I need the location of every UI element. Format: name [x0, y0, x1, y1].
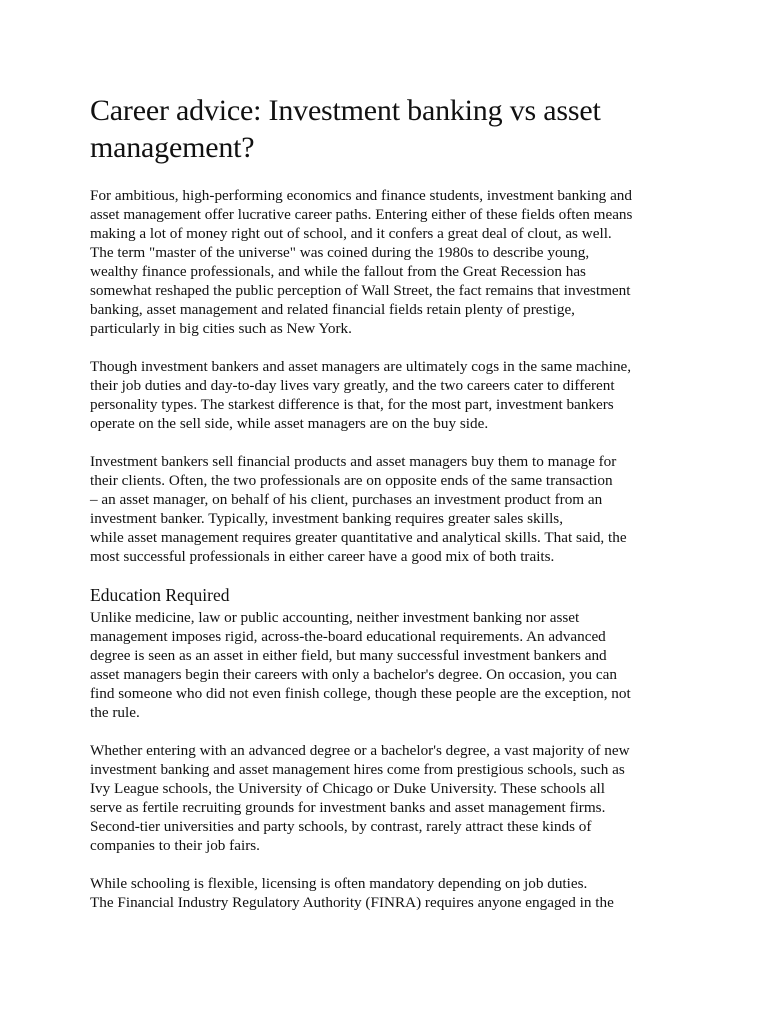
document-page: [90, 92, 690, 912]
education-paragraph-2: Whether entering with an advanced degree or a bachelor's degree, a vast majority of new investment banking and asset management hires come from prestigious schools, such as Ivy League schools, the University of Chicago or Duke University. These schools all serve as fertile recruiting grounds for investment banks and asset management firms. Second-tier universities and party schools, by contrast, rarely attract these kinds of companies to their job fairs.: [90, 742, 630, 854]
education-paragraph-1: Unlike medicine, law or public accounting, neither investment banking nor asset management imposes rigid, across-the-board educational requirements. An advanced degree is seen as an asset in either field, but many successful investment bankers and asset managers begin their careers with only a bachelor's degree. On occasion, you can find someone who did not even finish college, though these people are the exception, not the rule.: [90, 609, 631, 721]
education-paragraph-3: While schooling is flexible, licensing is often mandatory depending on job duties. The Financial Industry Regulatory Authority (FINRA) requires anyone engaged in the: [90, 875, 614, 911]
intro-paragraph-2: Though investment bankers and asset managers are ultimately cogs in the same machine, their job duties and day-to-day lives vary greatly, and the two careers cater to different personality types. The starkest difference is that, for the most part, investment bankers operate on the sell side, while asset managers are on the buy side.: [90, 358, 632, 432]
intro-paragraph-3: Investment bankers sell financial products and asset managers buy them to manage for their clients. Often, the two professionals are on opposite ends of the same transaction – an asset manager, on behalf of his client, purchases an investment product from an investment banker. Typically, investment banking requires greater sales skills, while asset management requires greater quantitative and analytical skills. That said, the most successful professionals in either career have a good mix of both traits.: [90, 453, 627, 565]
section-heading-education: Education Required: [90, 585, 230, 605]
intro-paragraph-1: For ambitious, high-performing economics and finance students, investment banking and asset management offer lucrative career paths. Entering either of these fields often means making a lot of money right out of school, and it confers a great deal of clout, as well. The term "master of the universe" was coined during the 1980s to describe young, wealthy finance professionals, and while the fallout from the Great Recession has somewhat reshaped the public perception of Wall Street, the fact remains that investment banking, asset management and related financial fields retain plenty of prestige, particularly in big cities such as New York.: [90, 187, 633, 337]
article-title: Career advice: Investment banking vs asset management?: [90, 94, 601, 164]
